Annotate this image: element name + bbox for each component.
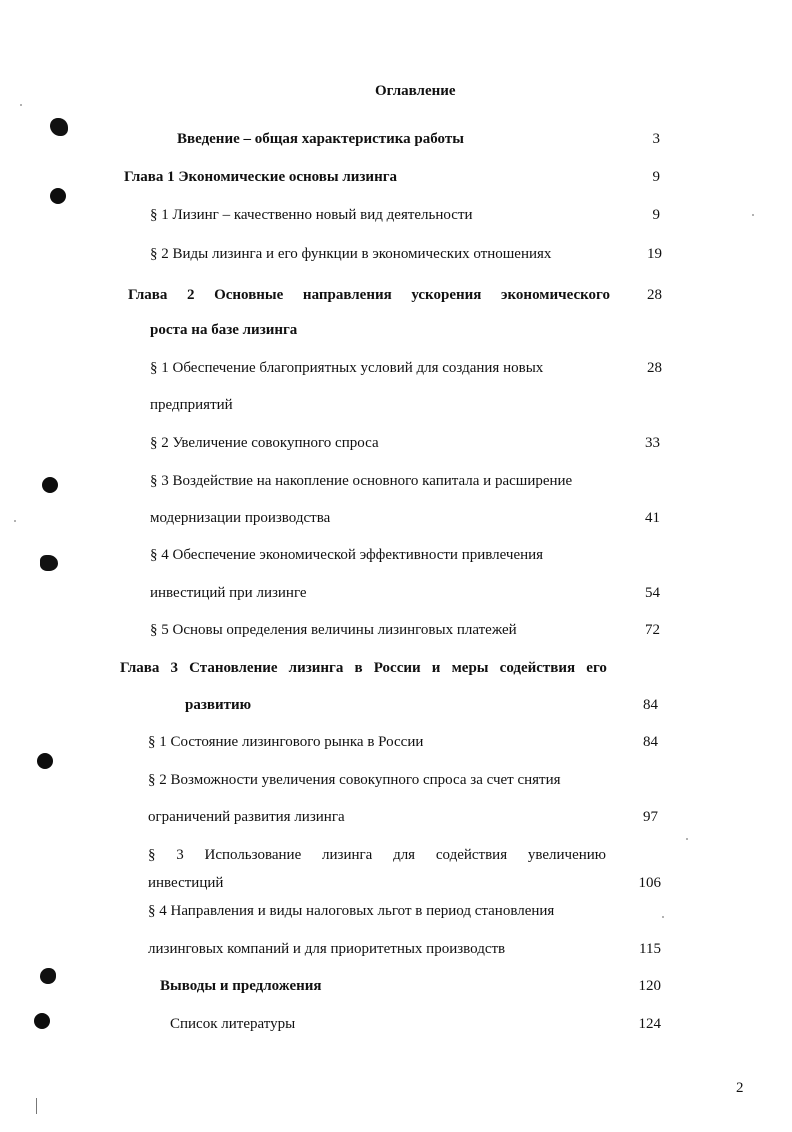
toc-entry-conclusions: Выводы и предложения <box>160 978 322 994</box>
toc-section-3-4-line1: § 4 Направления и виды налоговых льгот в период становления <box>148 903 555 919</box>
toc-section-3-2-line1: § 2 Возможности увеличения совокупного спроса за счет снятия <box>148 772 561 788</box>
toc-chapter-3-word: Становление <box>189 660 278 676</box>
toc-page-chapter-1: 9 <box>652 169 660 185</box>
scan-speck <box>20 104 22 106</box>
toc-section-2-3-line1: § 3 Воздействие на накопление основного капитала и расширение <box>150 473 573 489</box>
toc-page-section-2-4: 54 <box>645 585 660 601</box>
toc-page-section-1-2: 19 <box>647 246 662 262</box>
toc-page-chapter-3: 84 <box>643 697 658 713</box>
toc-chapter-2-line2: роста на базе лизинга <box>150 322 298 338</box>
toc-chapter-3-word: Глава <box>120 660 160 676</box>
toc-chapter-3-line1 <box>120 659 607 677</box>
toc-chapter-3-line2: развитию <box>185 697 252 713</box>
toc-section-3-3-word: § <box>148 847 156 863</box>
toc-section-3-3-line2: инвестиций <box>148 875 224 891</box>
scan-edge-mark <box>36 1098 37 1114</box>
ink-blot-mark <box>40 555 58 571</box>
toc-section-2-1-line1: § 1 Обеспечение благоприятных условий для создания новых <box>150 360 544 376</box>
toc-page-section-2-2: 33 <box>645 435 660 451</box>
toc-section-3-3-word: содействия <box>435 847 508 863</box>
toc-section-2-2: § 2 Увеличение совокупного спроса <box>150 435 379 451</box>
toc-chapter-3-word: и <box>431 660 441 676</box>
toc-page-chapter-2: 28 <box>647 287 662 303</box>
toc-section-3-3-word: лизинга <box>322 847 373 863</box>
toc-section-3-3-word: для <box>393 847 416 863</box>
toc-section-3-4-line2: лизинговых компаний и для приоритетных производств <box>148 941 506 957</box>
toc-page-section-3-1: 84 <box>643 734 658 750</box>
punch-hole-mark <box>50 188 66 204</box>
scan-speck <box>662 916 664 918</box>
toc-chapter-3-word: меры <box>451 660 489 676</box>
ink-blot-mark <box>50 118 68 136</box>
toc-chapter-3-word: в <box>354 660 363 676</box>
toc-chapter-2-word: Основные <box>214 287 284 303</box>
toc-page-section-2-3: 41 <box>645 510 660 526</box>
toc-chapter-1: Глава 1 Экономические основы лизинга <box>124 169 398 185</box>
scan-speck <box>752 214 754 216</box>
toc-chapter-3-word: России <box>373 660 421 676</box>
toc-section-3-3-line1 <box>148 846 606 864</box>
page-title: Оглавление <box>375 83 456 99</box>
toc-page-intro: 3 <box>652 131 660 147</box>
scan-speck <box>686 838 688 840</box>
punch-hole-mark <box>37 753 53 769</box>
toc-section-2-4-line1: § 4 Обеспечение экономической эффективности привлечения <box>150 547 544 563</box>
toc-chapter-2-word: ускорения <box>411 287 482 303</box>
toc-section-3-2-line2: ограничений развития лизинга <box>148 809 345 825</box>
toc-section-2-3-line2: модернизации производства <box>150 510 331 526</box>
toc-page-section-3-2: 97 <box>643 809 658 825</box>
toc-section-3-3-word: 3 <box>176 847 184 863</box>
toc-section-1-1: § 1 Лизинг – качественно новый вид деятельности <box>150 207 473 223</box>
toc-chapter-2-line1 <box>128 286 610 304</box>
toc-section-3-1: § 1 Состояние лизингового рынка в России <box>148 734 424 750</box>
toc-section-3-3-word: Использование <box>204 847 302 863</box>
toc-chapter-3-word: содействия <box>499 660 576 676</box>
toc-chapter-2-word: направления <box>302 287 392 303</box>
toc-entry-intro: Введение – общая характеристика работы <box>177 131 464 147</box>
punch-hole-mark <box>34 1013 50 1029</box>
toc-section-2-1-line2: предприятий <box>150 397 233 413</box>
toc-page-section-1-1: 9 <box>652 207 660 223</box>
toc-section-2-4-line2: инвестиций при лизинге <box>150 585 307 601</box>
toc-chapter-3-word: его <box>586 660 607 676</box>
ink-blot-mark <box>40 968 56 984</box>
toc-chapter-2-word: 2 <box>186 287 195 303</box>
toc-section-3-3-word: увеличению <box>527 847 606 863</box>
toc-page-conclusions: 120 <box>638 978 661 994</box>
punch-hole-mark <box>42 477 58 493</box>
toc-section-1-2: § 2 Виды лизинга и его функции в экономических отношениях <box>150 246 552 262</box>
toc-page-section-3-4: 115 <box>639 941 661 957</box>
toc-chapter-3-word: 3 <box>170 660 179 676</box>
toc-chapter-2-word: экономического <box>501 287 610 303</box>
page-number: 2 <box>736 1080 744 1096</box>
toc-page-references: 124 <box>638 1016 661 1032</box>
toc-page-section-3-3: 106 <box>638 875 661 891</box>
toc-entry-references: Список литературы <box>170 1016 296 1032</box>
scan-speck <box>14 520 16 522</box>
toc-chapter-3-word: лизинга <box>288 660 344 676</box>
toc-page-section-2-5: 72 <box>645 622 660 638</box>
toc-page-section-2-1: 28 <box>647 360 662 376</box>
toc-chapter-2-word: Глава <box>128 287 168 303</box>
toc-section-2-5: § 5 Основы определения величины лизинговых платежей <box>150 622 517 638</box>
